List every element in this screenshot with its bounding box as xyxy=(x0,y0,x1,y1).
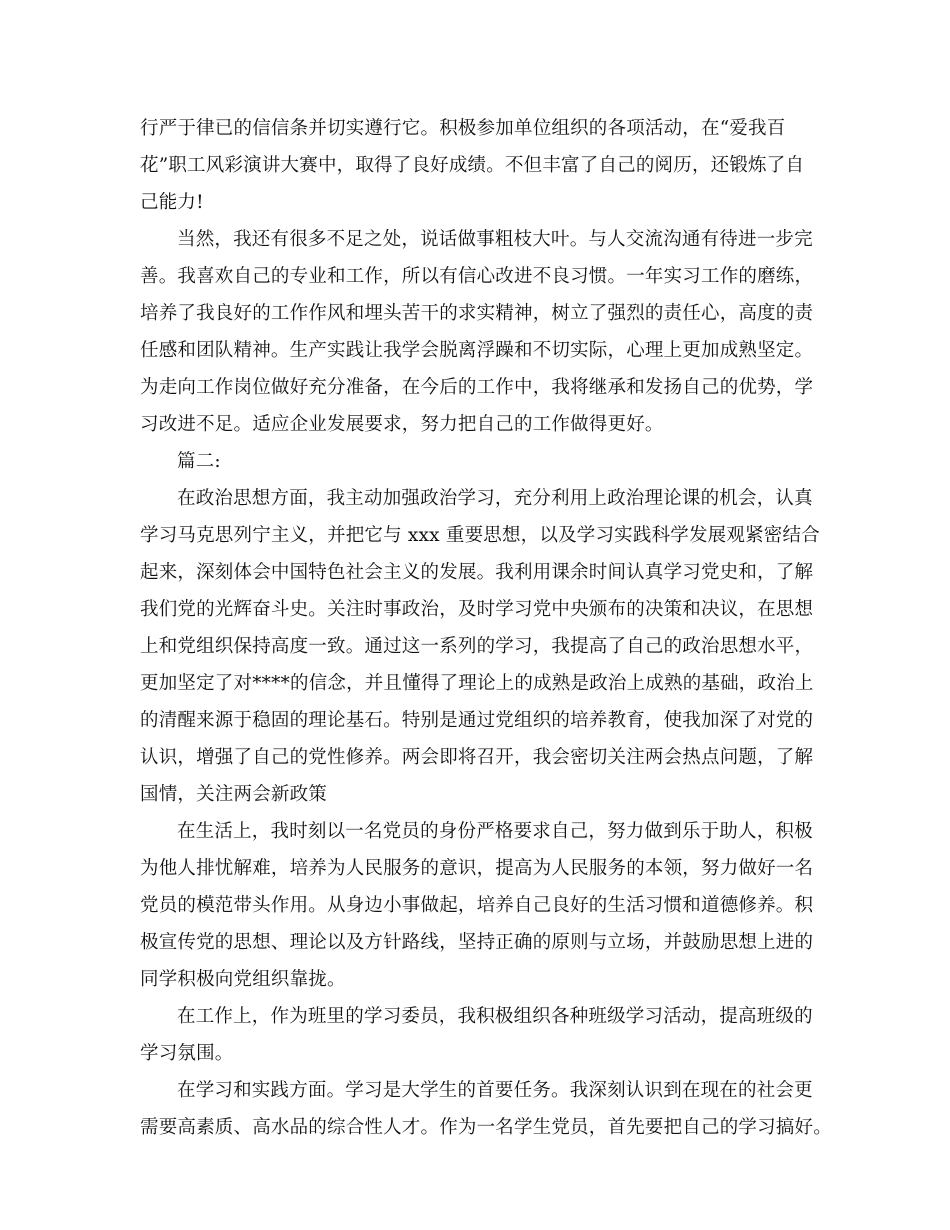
text-line: 认识，增强了自己的党性修养。两会即将召开，我会密切关注两会热点问题，了解 xyxy=(140,747,814,768)
text-line: 学习氛围。 xyxy=(140,1043,234,1064)
paragraph-first-line: 在生活上，我时刻以一名党员的身份严格要求自己，努力做到乐于助人，积极 xyxy=(177,821,813,842)
text-line: 我们党的光辉奋斗史。关注时事政治，及时学习党中央颁布的决策和决议，在思想 xyxy=(140,599,814,620)
text-line: 为他人排忧解难，培养为人民服务的意识，提高为人民服务的本领，努力做好一名 xyxy=(140,858,814,879)
text-line: 行严于律已的信信条并切实遵行它。积极参加单位组织的各项活动，在“爱我百 xyxy=(140,118,786,139)
section-heading: 篇二: xyxy=(177,451,221,472)
text-line: 同学积极向党组织靠拢。 xyxy=(140,969,346,990)
text-line: 的清醒来源于稳固的理论基石。特别是通过党组织的培养教育，使我加深了对党的 xyxy=(140,710,814,731)
paragraph-first-line: 在政治思想方面，我主动加强政治学习，充分利用上政治理论课的机会，认真 xyxy=(177,488,813,509)
text-line: 国情，关注两会新政策 xyxy=(140,784,328,805)
text-line: 花”职工风彩演讲大赛中，取得了良好成绩。不但丰富了自己的阅历，还锻炼了自 xyxy=(140,155,805,176)
paragraph-first-line: 在工作上，作为班里的学习委员，我积极组织各种班级学习活动，提高班级的 xyxy=(177,1006,813,1027)
text-line: 善。我喜欢自己的专业和工作，所以有信心改进不良习惯。一年实习工作的磨练， xyxy=(140,266,814,287)
text-line: 培养了我良好的工作作风和埋头苦干的求实精神，树立了强烈的责任心，高度的责 xyxy=(140,303,814,324)
paragraph-first-line: 在学习和实践方面。学习是大学生的首要任务。我深刻认识到在现在的社会更 xyxy=(177,1080,813,1101)
text-line: 更加坚定了对****的信念，并且懂得了理论上的成熟是政治上成熟的基础，政治上 xyxy=(140,673,814,694)
text-line: 党员的模范带头作用。从身边小事做起，培养自己良好的生活习惯和道德修养。积 xyxy=(140,895,814,916)
text-line: 任感和团队精神。生产实践让我学会脱离浮躁和不切实际，心理上更加成熟坚定。 xyxy=(140,340,814,361)
text-line: 为走向工作岗位做好充分准备，在今后的工作中，我将继承和发扬自己的优势，学 xyxy=(140,377,814,398)
text-line: 极宣传党的思想、理论以及方针路线，坚持正确的原则与立场，并鼓励思想上进的 xyxy=(140,932,814,953)
text-line: 习改进不足。适应企业发展要求，努力把自己的工作做得更好。 xyxy=(140,414,664,435)
paragraph-first-line: 当然，我还有很多不足之处，说话做事粗枝大叶。与人交流沟通有待进一步完 xyxy=(177,229,813,250)
text-line: 起来，深刻体会中国特色社会主义的发展。我利用课余时间认真学习党史和，了解 xyxy=(140,562,814,583)
text-line: 学习马克思列宁主义，并把它与 xxx 重要思想，以及学习实践科学发展观紧密结合 xyxy=(140,525,820,546)
text-line: 己能力! xyxy=(140,192,204,213)
text-line: 需要高素质、高水品的综合性人才。作为一名学生党员，首先要把自己的学习搞好。 xyxy=(140,1117,832,1138)
text-line: 上和党组织保持高度一致。通过这一系列的学习，我提高了自己的政治思想水平， xyxy=(140,636,814,657)
